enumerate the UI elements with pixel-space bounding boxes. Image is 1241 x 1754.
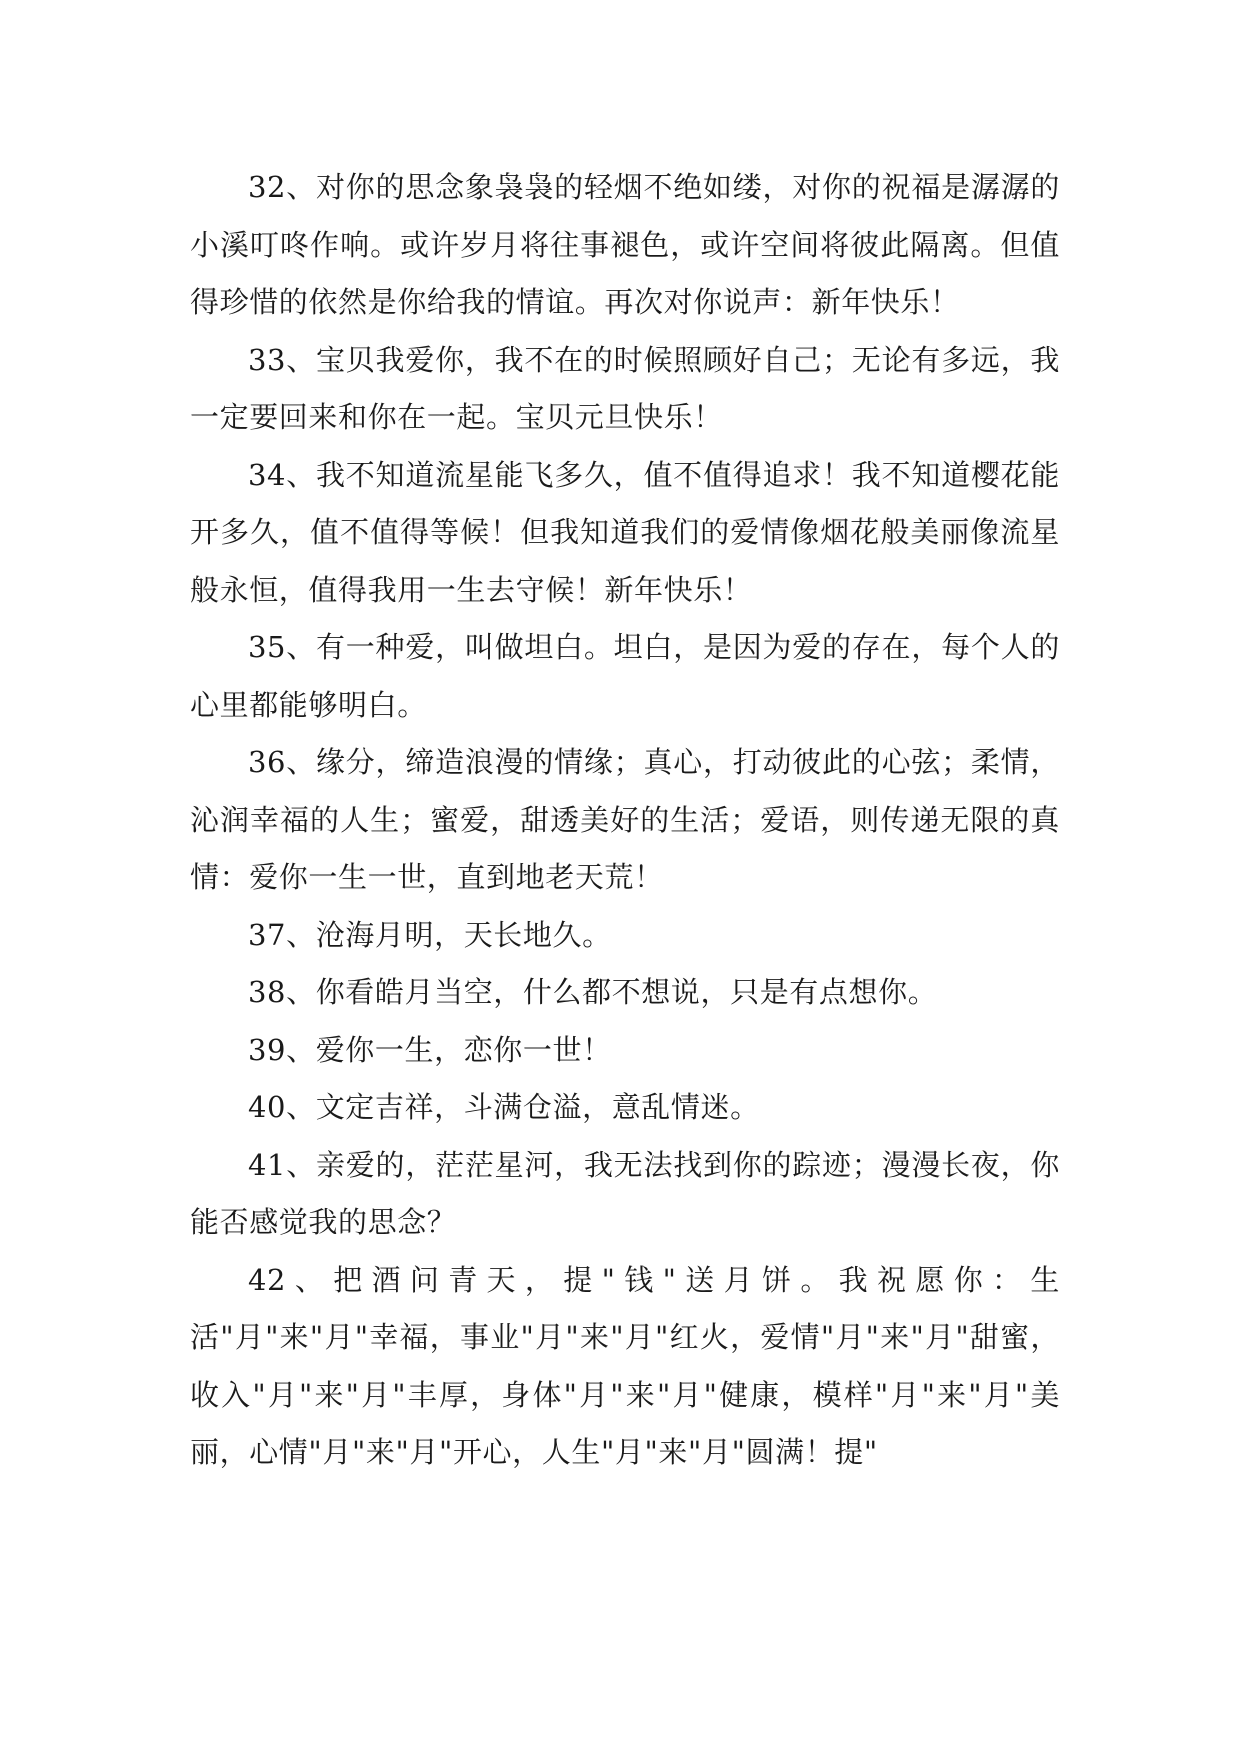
paragraph-39: 39、爱你一生，恋你一世！ bbox=[248, 1032, 612, 1067]
paragraph-41: 41、亲爱的，茫茫星河，我无法找到你的踪迹；漫漫长夜，你能否感觉我的思念？ bbox=[190, 1147, 1060, 1239]
paragraph-33: 33、宝贝我爱你，我不在的时候照顾好自己；无论有多远，我一定要回来和你在一起。宝贝元旦快乐！ bbox=[190, 342, 1060, 434]
paragraph-34: 34、我不知道流星能飞多久，值不值得追求！我不知道樱花能开多久，值不值得等候！但我知道我们的爱情像烟花般美丽像流星般永恒，值得我用一生去守候！新年快乐！ bbox=[190, 457, 1060, 607]
paragraph-37: 37、沧海月明，天长地久。 bbox=[248, 917, 612, 952]
paragraph-36: 36、缘分，缔造浪漫的情缘；真心，打动彼此的心弦；柔情，沁润幸福的人生；蜜爱，甜透美好的生活；爱语，则传递无限的真情：爱你一生一世，直到地老天荒！ bbox=[190, 745, 1060, 894]
paragraph-38: 38、你看皓月当空，什么都不想说，只是有点想你。 bbox=[248, 975, 938, 1009]
paragraph-40: 40、文定吉祥，斗满仓溢，意乱情迷。 bbox=[248, 1090, 760, 1124]
paragraph-32: 32、对你的思念象袅袅的轻烟不绝如缕，对你的祝福是潺潺的小溪叮咚作响。或许岁月将往事褪色，或许空间将彼此隔离。但值得珍惜的依然是你给我的情谊。再次对你说声：新年快乐！ bbox=[190, 170, 1060, 319]
document-body bbox=[190, 159, 1060, 1482]
paragraph-42: 42、把酒问青天，提"钱"送月饼。我祝愿你：生活"月"来"月"幸福，事业"月"来"月"红火，爱情"月"来"月"甜蜜，收入"月"来"月"丰厚，身体"月"来"月"健康，模样"月"来"月"美丽，心情"月"来"月"开心，人生"月"来"月"圆满！提" bbox=[190, 1262, 1060, 1469]
paragraph-35: 35、有一种爱，叫做坦白。坦白，是因为爱的存在，每个人的心里都能够明白。 bbox=[190, 630, 1060, 722]
